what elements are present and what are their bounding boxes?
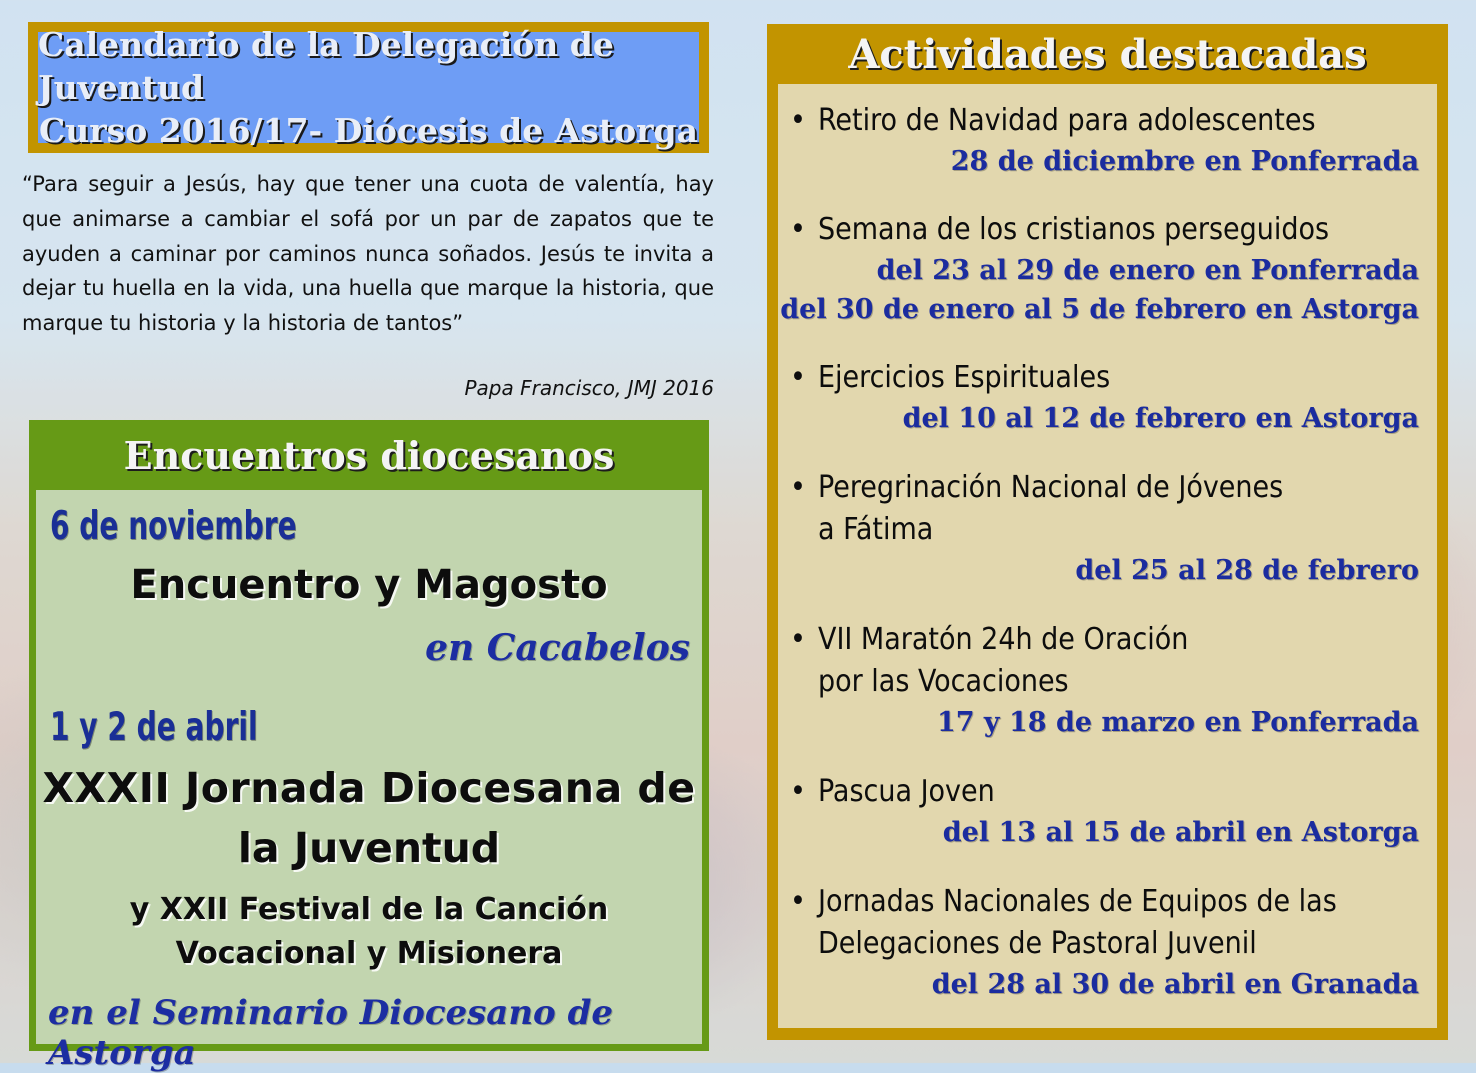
title-line-1: Calendario de la Delegación de Juventud [38,25,614,107]
encuentros-panel [36,490,702,1073]
event1-name: Encuentro y Magosto [130,562,608,608]
activity-date: del 30 de enero al 5 de febrero en Astorga [780,294,1419,325]
bullet-icon: • [790,884,806,919]
actividades-header: Actividades destacadas [848,30,1367,78]
quote-text: “Para seguir a Jesús, hay que tener una cuota de valentía, hay que animarse a cambiar el sofá por un par de zapatos que te ayuden a caminar por caminos nunca soñados. Jesús te invita a dejar tu huella en la vida, una huella que marque la historia, que marque tu historia y la historia de tantos” [22,172,714,336]
event2-sub-line-2: Vocacional y Misionera [175,936,563,971]
activity-title: Pascua Joven [818,774,995,809]
title-panel [38,25,699,150]
activity-item [778,619,1437,742]
bullet-icon: • [790,103,806,138]
activity-date: 28 de diciembre en Ponferrada [950,146,1419,177]
activity-title: Delegaciones de Pastoral Juvenil [818,926,1257,961]
encuentros-header: Encuentros diocesanos [123,432,615,478]
event2-date: 1 y 2 de abril [50,705,258,750]
encuentros-box [29,420,709,1073]
bullet-icon: • [790,212,806,247]
activity-item [778,209,1437,329]
activity-date: del 25 al 28 de febrero [1075,555,1419,586]
activity-date: del 28 al 30 de abril en Granada [931,969,1419,1000]
actividades-panel [778,84,1437,1028]
event1-place: en Cacabelos [425,627,690,669]
activity-date: del 10 al 12 de febrero en Astorga [902,403,1419,434]
activity-title: VII Maratón 24h de Oración [818,622,1189,657]
activity-item [778,100,1437,181]
activity-title: Peregrinación Nacional de Jóvenes [818,470,1284,505]
quote-author: Papa Francisco, JMJ 2016 [464,376,714,400]
bullet-icon: • [790,360,806,395]
title-line-2: Curso 2016/17- Diócesis de Astorga [38,111,698,150]
activity-date: del 13 al 15 de abril en Astorga [942,817,1419,848]
bullet-icon: • [790,622,806,657]
event2-name-line-2: la Juventud [237,824,501,872]
activity-title: Retiro de Navidad para adolescentes [818,103,1316,138]
title-box [28,22,709,153]
activity-date: 17 y 18 de marzo en Ponferrada [936,707,1419,738]
bullet-icon: • [790,470,806,505]
activity-item [778,881,1437,1004]
actividades-box [767,24,1448,1040]
activity-title: Ejercicios Espirituales [818,360,1111,395]
activity-date: del 23 al 29 de enero en Ponferrada [876,255,1419,286]
bullet-icon: • [790,774,806,809]
activity-title: Jornadas Nacionales de Equipos de las [818,884,1337,919]
event2-name-line-1: XXXII Jornada Diocesana de [42,764,696,812]
event2-sub-line-1: y XXII Festival de la Canción [129,892,609,927]
activity-title: por las Vocaciones [818,664,1069,699]
activity-item [778,467,1437,590]
event2-place: en el Seminario Diocesano de Astorga [48,993,613,1073]
activity-title: Semana de los cristianos perseguidos [818,212,1330,247]
event1-date: 6 de noviembre [50,504,297,549]
activity-item [778,771,1437,852]
activity-title: a Fátima [818,512,934,547]
activity-item [778,357,1437,438]
